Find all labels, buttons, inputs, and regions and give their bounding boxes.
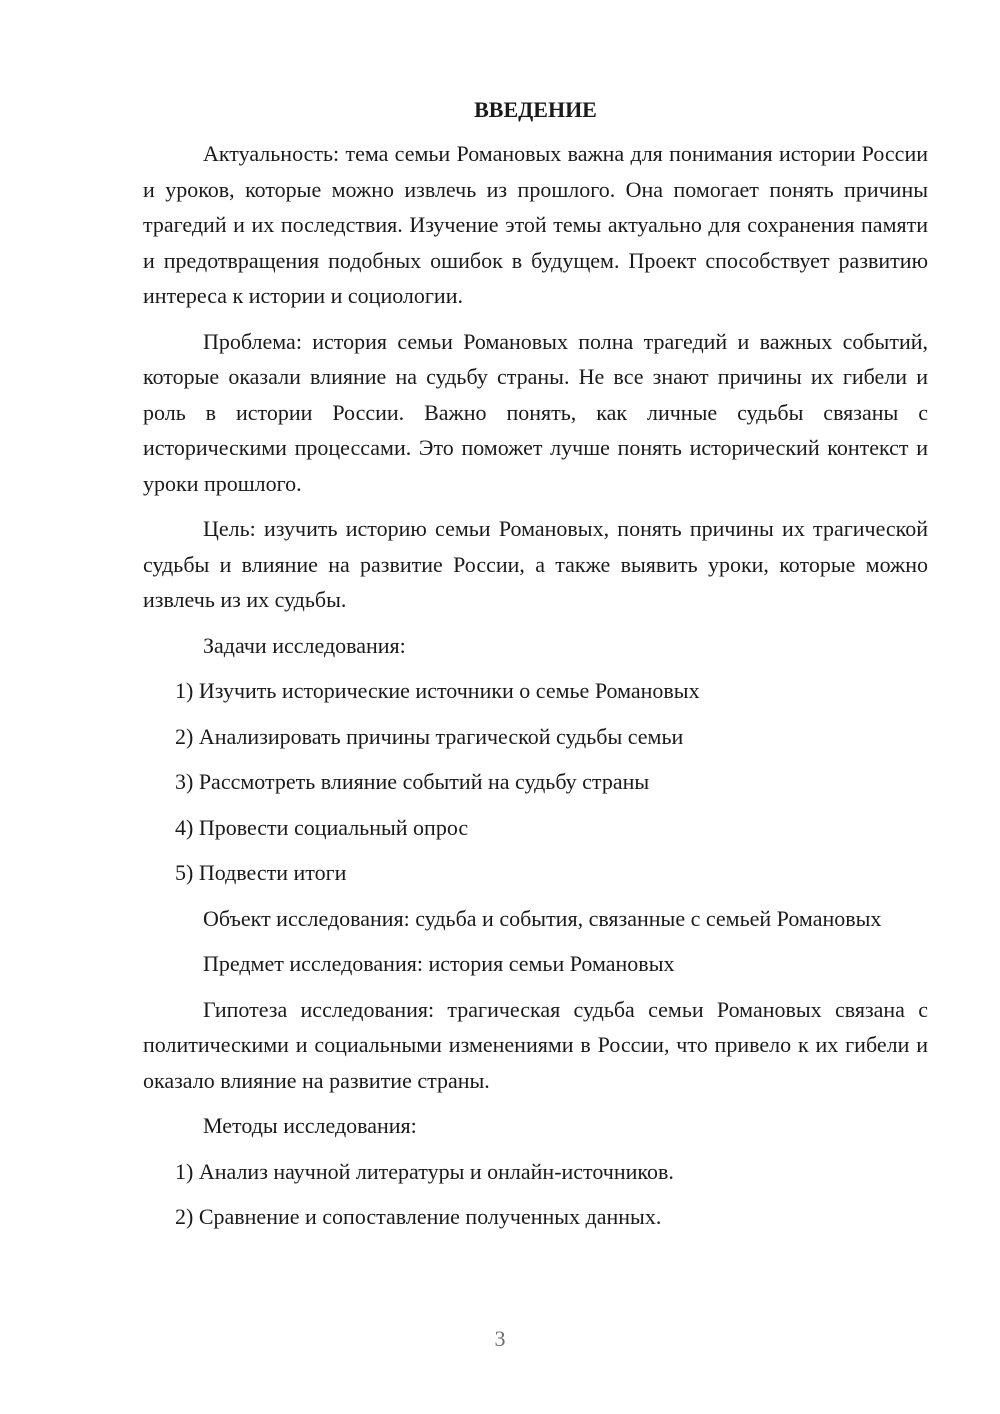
task-item: 3) Рассмотреть влияние событий на судьбу страны — [175, 769, 650, 794]
goal-paragraph: Цель: изучить историю семьи Романовых, понять причины их трагической судьбы и влияние на развитие России, а также выявить уроки, которые можно извлечь из их судьбы. — [143, 516, 928, 612]
method-item: 2) Сравнение и сопоставление полученных данных. — [175, 1204, 662, 1229]
section-title: ВВЕДЕНИЕ — [474, 97, 597, 122]
relevance-paragraph: Актуальность: тема семьи Романовых важна для понимания истории России и уроков, которые можно извлечь из прошлого. Она помогает понять причины трагедий и их последствия. Изучение этой темы актуально для сохранения памяти и предотвращения подобных ошибок в будущем. Проект способствует развитию интереса к истории и социологии. — [143, 141, 928, 308]
document-page — [143, 92, 928, 1235]
tasks-heading: Задачи исследования: — [203, 632, 406, 658]
task-item: 2) Анализировать причины трагической судьбы семьи — [175, 723, 684, 749]
task-item: 1) Изучить исторические источники о семье Романовых — [175, 678, 700, 703]
hypothesis-paragraph: Гипотеза исследования: трагическая судьба семьи Романовых связана с политическими и социальными изменениями в России, что привело к их гибели и оказало влияние на развитие страны. — [143, 996, 928, 1093]
task-item: 4) Провести социальный опрос — [175, 814, 469, 840]
method-item: 1) Анализ научной литературы и онлайн-источников. — [175, 1158, 674, 1184]
methods-heading: Методы исследования: — [203, 1113, 417, 1138]
subject-paragraph: Предмет исследования: история семьи Романовых — [203, 951, 675, 976]
task-item: 5) Подвести итоги — [175, 860, 347, 885]
problem-paragraph: Проблема: история семьи Романовых полна трагедий и важных событий, которые оказали влияние на судьбу страны. Не все знают причины их гибели и роль в истории России. Важно понять, как личные судьбы связаны с историческими процессами. Это поможет лучше понять исторический контекст и уроки прошлого. — [143, 328, 928, 496]
page-number: 3 — [494, 1326, 506, 1351]
object-paragraph: Объект исследования: судьба и события, связанные с семьей Романовых — [203, 905, 882, 931]
